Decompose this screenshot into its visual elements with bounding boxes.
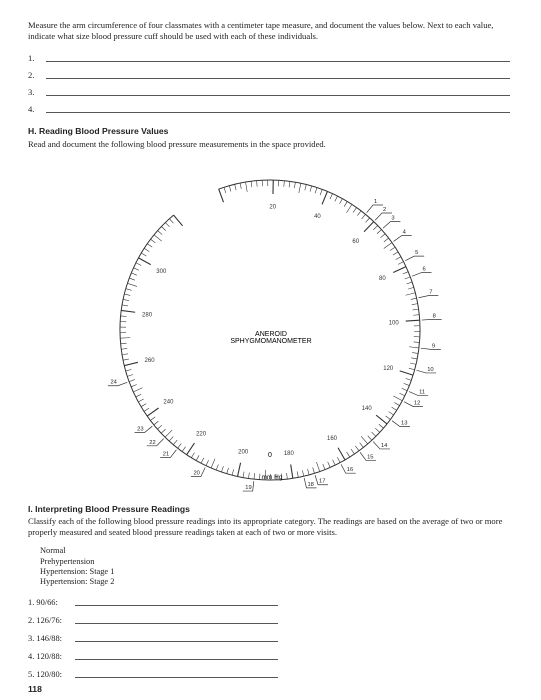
dial-tick — [337, 457, 340, 462]
dial-number: 60 — [352, 238, 360, 245]
dial-tick — [372, 432, 376, 436]
dial-tick — [151, 239, 156, 243]
reading-label: 1. 90/66: — [28, 598, 58, 607]
dial-tick — [144, 408, 149, 411]
dial-tick — [154, 421, 159, 425]
section-h-title: H. Reading Blood Pressure Values — [28, 126, 169, 136]
dial-tick — [330, 194, 333, 199]
reading-line-5 — [28, 668, 278, 680]
dial-tick — [357, 211, 361, 216]
dial-tick — [129, 380, 135, 382]
dial-tick — [131, 273, 137, 275]
dial-tick — [121, 310, 135, 312]
dial-number: 220 — [196, 431, 207, 438]
dial-tick — [182, 447, 186, 452]
reading-label: 17 — [319, 478, 326, 485]
dial-tick — [384, 238, 389, 242]
dial-tick — [173, 440, 177, 445]
dial-tick — [310, 186, 312, 192]
category-prehypertension: Prehypertension — [40, 557, 95, 566]
dial-tick — [157, 425, 162, 429]
dial-tick — [246, 182, 248, 192]
dial-tick — [316, 462, 319, 471]
dial-tick — [240, 183, 241, 189]
dial-tick — [254, 473, 255, 479]
dial-tick — [141, 404, 146, 407]
dial-tick — [136, 394, 141, 397]
dial-tick — [402, 388, 407, 390]
dial-tick — [187, 443, 195, 455]
dial-tick — [404, 383, 410, 385]
dial-tick — [376, 415, 387, 424]
dial-tick — [123, 299, 129, 300]
dial-tick — [284, 181, 285, 187]
dial-tick — [340, 199, 343, 204]
reading-label: 13 — [401, 420, 408, 427]
dial-tick — [392, 407, 397, 410]
reading-label: 10 — [427, 366, 434, 373]
dial-tick — [406, 293, 416, 295]
dial-tick — [229, 186, 231, 192]
dial-arc — [120, 180, 420, 480]
dial-number: 200 — [238, 449, 249, 456]
dial-tick — [353, 208, 356, 213]
dial-tick — [305, 184, 306, 190]
answer-rule — [46, 95, 510, 96]
dial-tick — [257, 181, 258, 187]
dial-tick — [361, 436, 368, 444]
dial-tick — [211, 459, 215, 468]
dial-tick — [393, 252, 398, 255]
reading-label: 16 — [346, 467, 354, 474]
dial-tick — [158, 231, 162, 235]
dial-tick — [138, 399, 143, 402]
dial-tick — [390, 247, 395, 250]
category-stage1: Hypertension: Stage 1 — [40, 567, 115, 576]
reading-label: 12 — [413, 400, 421, 407]
reading-line-3 — [28, 632, 278, 644]
dial-tick — [322, 191, 327, 204]
dial-tick — [413, 309, 419, 310]
dial-tick — [122, 305, 128, 306]
dial-tick — [124, 362, 138, 365]
answer-rule — [75, 623, 278, 624]
dial-tick — [147, 408, 158, 416]
dial-tick — [381, 234, 386, 238]
dial-tick — [384, 243, 392, 249]
dial-tick — [386, 416, 391, 420]
dial-tick — [138, 258, 150, 265]
dial-tick — [335, 196, 338, 201]
dial-tick — [411, 358, 417, 359]
dial-tick — [154, 235, 162, 241]
dial-tick — [368, 436, 372, 440]
dial-tick — [294, 182, 295, 188]
reading-leader — [412, 273, 431, 277]
dial-tick — [406, 320, 420, 321]
section-i-title: I. Interpreting Blood Pressure Readings — [28, 504, 190, 514]
dial-tick — [355, 446, 359, 451]
answer-rule — [46, 61, 510, 62]
reading-label: 3 — [391, 215, 395, 222]
dial-tick — [169, 437, 173, 441]
reading-label: 4. 120/88: — [28, 652, 62, 661]
answer-rule — [46, 112, 510, 113]
line-number: 2. — [28, 70, 35, 80]
reading-label: 2. 126/76: — [28, 616, 62, 625]
dial-tick — [232, 469, 234, 475]
dial-tick — [227, 468, 229, 474]
dial-tick — [409, 347, 419, 348]
dial-tick — [243, 472, 244, 478]
dial-tick — [410, 363, 416, 364]
reading-line-2 — [28, 614, 278, 626]
dial-tick — [201, 458, 204, 463]
measure-line-1 — [28, 52, 510, 64]
dial-tick — [409, 368, 415, 370]
intro-instructions: Measure the arm circumference of four classmates with a centimeter tape measure, and document the values below. Next to each value, indicate what size blood pressure cuff should be used with each of these individuals. — [28, 20, 494, 41]
dial-tick — [408, 287, 414, 289]
dial-tick — [206, 460, 209, 465]
dial-tick — [333, 460, 336, 465]
dial-tick — [150, 417, 155, 421]
reading-label: 18 — [307, 481, 314, 488]
dial-tick — [121, 348, 127, 349]
answer-rule — [75, 659, 278, 660]
line-number: 1. — [28, 53, 35, 63]
dial-tick — [338, 448, 345, 460]
dial-tick — [412, 304, 418, 305]
dial-tick — [235, 184, 236, 190]
dial-tick — [406, 282, 412, 284]
dial-tick — [308, 469, 310, 475]
reading-leader — [383, 222, 400, 229]
section-i-instruction: Classify each of the following blood pressure readings into its appropriate category. The readings are based on the average of two or more properly measured and seated blood pressure readings taken at each of two or more visits. — [28, 516, 503, 537]
dial-number: 100 — [388, 320, 399, 327]
dial-tick — [406, 378, 412, 380]
reading-label: 22 — [149, 439, 156, 446]
dial-tick — [323, 464, 325, 470]
reading-leader — [375, 213, 395, 222]
answer-rule — [75, 605, 278, 606]
dial-number: 140 — [361, 406, 372, 413]
reading-label: 3. 146/88: — [28, 634, 62, 643]
reading-label: 23 — [137, 426, 144, 433]
dial-number: 120 — [383, 365, 394, 372]
category-stage2: Hypertension: Stage 2 — [40, 577, 115, 586]
gauge-ticks — [120, 180, 420, 480]
dial-tick — [196, 455, 199, 460]
dial-tick — [360, 443, 364, 448]
gauge-label-line2: SPHYGMOMANOMETER — [230, 338, 312, 345]
reading-label: 4 — [402, 229, 406, 236]
dial-tick — [136, 263, 141, 266]
reading-line-4 — [28, 650, 278, 662]
reading-label: 7 — [429, 289, 433, 296]
dial-tick — [126, 369, 132, 371]
dial-tick — [127, 283, 137, 286]
measure-line-2 — [28, 69, 510, 81]
dial-tick — [224, 187, 226, 193]
reading-label: 19 — [245, 485, 252, 492]
reading-line-1 — [28, 596, 278, 608]
reading-label: 5 — [415, 250, 419, 257]
dial-tick — [405, 277, 411, 279]
dial-tick — [373, 226, 377, 230]
dial-tick — [248, 473, 249, 479]
dial-tick — [379, 424, 384, 428]
gauge-unit: mm Hg — [261, 474, 283, 481]
dial-number: 180 — [283, 451, 294, 458]
dial-number: 240 — [163, 399, 174, 406]
dial-tick — [144, 248, 149, 251]
dial-tick — [133, 388, 142, 392]
dial-tick — [364, 222, 374, 232]
reading-leader — [367, 205, 383, 213]
line-number: 3. — [28, 87, 35, 97]
dial-number: 40 — [314, 213, 321, 220]
dial-tick — [169, 219, 173, 223]
dial-tick — [393, 267, 406, 273]
reading-leader — [422, 319, 442, 320]
dial-tick — [120, 338, 130, 339]
reading-label: 9 — [431, 343, 436, 350]
section-h-instruction: Read and document the following blood pressure measurements in the space provided. — [28, 139, 326, 149]
page-number: 118 — [28, 684, 42, 694]
dial-tick — [344, 201, 347, 206]
reading-label: 20 — [193, 470, 200, 477]
reading-label: 2 — [383, 206, 387, 213]
reading-label: 8 — [432, 313, 436, 320]
dial-number: 280 — [142, 312, 153, 319]
dial-tick — [147, 244, 152, 247]
dial-tick — [174, 215, 183, 226]
dial-tick — [134, 268, 139, 270]
answer-rule — [75, 641, 278, 642]
dial-tick — [302, 470, 303, 476]
reading-label: 21 — [162, 451, 170, 458]
dial-tick — [161, 227, 165, 231]
dial-tick — [221, 466, 223, 472]
reading-label: 6 — [422, 266, 426, 273]
dial-tick — [366, 218, 370, 222]
dial-tick — [122, 354, 128, 355]
dial-tick — [412, 353, 418, 354]
dial-tick — [216, 464, 218, 470]
dial-tick — [396, 257, 401, 260]
gauge-zero: 0 — [268, 452, 272, 459]
dial-tick — [347, 204, 352, 212]
dial-tick — [299, 183, 301, 193]
dial-tick — [129, 278, 135, 280]
dial-tick — [351, 449, 354, 454]
reading-label: 24 — [110, 379, 117, 386]
dial-tick — [291, 464, 293, 478]
line-number: 4. — [28, 104, 35, 114]
reading-label: 1 — [374, 198, 378, 205]
dial-tick — [389, 412, 394, 415]
dial-tick — [123, 359, 129, 360]
dial-tick — [191, 453, 194, 458]
dial-tick — [315, 188, 317, 194]
dial-tick — [375, 428, 379, 432]
dial-tick — [400, 371, 413, 375]
dial-tick — [377, 230, 381, 234]
dial-tick — [121, 343, 127, 344]
dial-tick — [362, 214, 366, 219]
reading-leader — [394, 236, 412, 242]
dial-tick — [126, 289, 132, 291]
dial-tick — [411, 298, 417, 299]
gauge-label-line1: ANEROID — [255, 331, 287, 338]
measure-line-3 — [28, 86, 510, 98]
dial-tick — [328, 462, 330, 467]
reading-label: 11 — [419, 389, 426, 396]
dial-tick — [398, 262, 403, 265]
dial-tick — [238, 463, 241, 477]
dial-tick — [313, 468, 315, 474]
dial-number: 20 — [269, 204, 277, 211]
dial-tick — [413, 315, 419, 316]
dial-tick — [124, 294, 130, 295]
dial-tick — [393, 396, 402, 401]
dial-tick — [165, 223, 169, 227]
dial-tick — [219, 189, 224, 202]
dial-tick — [165, 430, 172, 437]
answer-rule — [46, 78, 510, 79]
dial-number: 260 — [144, 357, 155, 364]
dial-tick — [347, 452, 350, 457]
reading-leader — [405, 256, 424, 261]
dial-tick — [121, 316, 127, 317]
dial-tick — [161, 429, 165, 433]
dial-tick — [251, 181, 252, 187]
dial-tick — [127, 374, 133, 376]
measure-line-4 — [28, 103, 510, 115]
answer-rule — [75, 677, 278, 678]
category-normal: Normal — [40, 546, 66, 555]
reading-leader — [419, 296, 439, 298]
dial-tick — [141, 253, 146, 256]
dial-tick — [394, 403, 399, 406]
dial-tick — [289, 181, 290, 187]
aneroid-gauge — [90, 158, 450, 492]
dial-tick — [287, 473, 288, 479]
dial-number: 80 — [379, 276, 386, 283]
reading-label: 5. 120/80: — [28, 670, 62, 679]
dial-tick — [399, 393, 404, 396]
dial-tick — [403, 272, 409, 274]
dial-number: 160 — [326, 435, 338, 442]
dial-number: 300 — [156, 268, 167, 275]
dial-tick — [131, 385, 137, 387]
dial-tick — [178, 443, 182, 448]
dial-tick — [320, 189, 322, 195]
reading-label: 14 — [380, 442, 388, 449]
reading-label: 15 — [367, 454, 374, 461]
dial-tick — [297, 471, 298, 477]
